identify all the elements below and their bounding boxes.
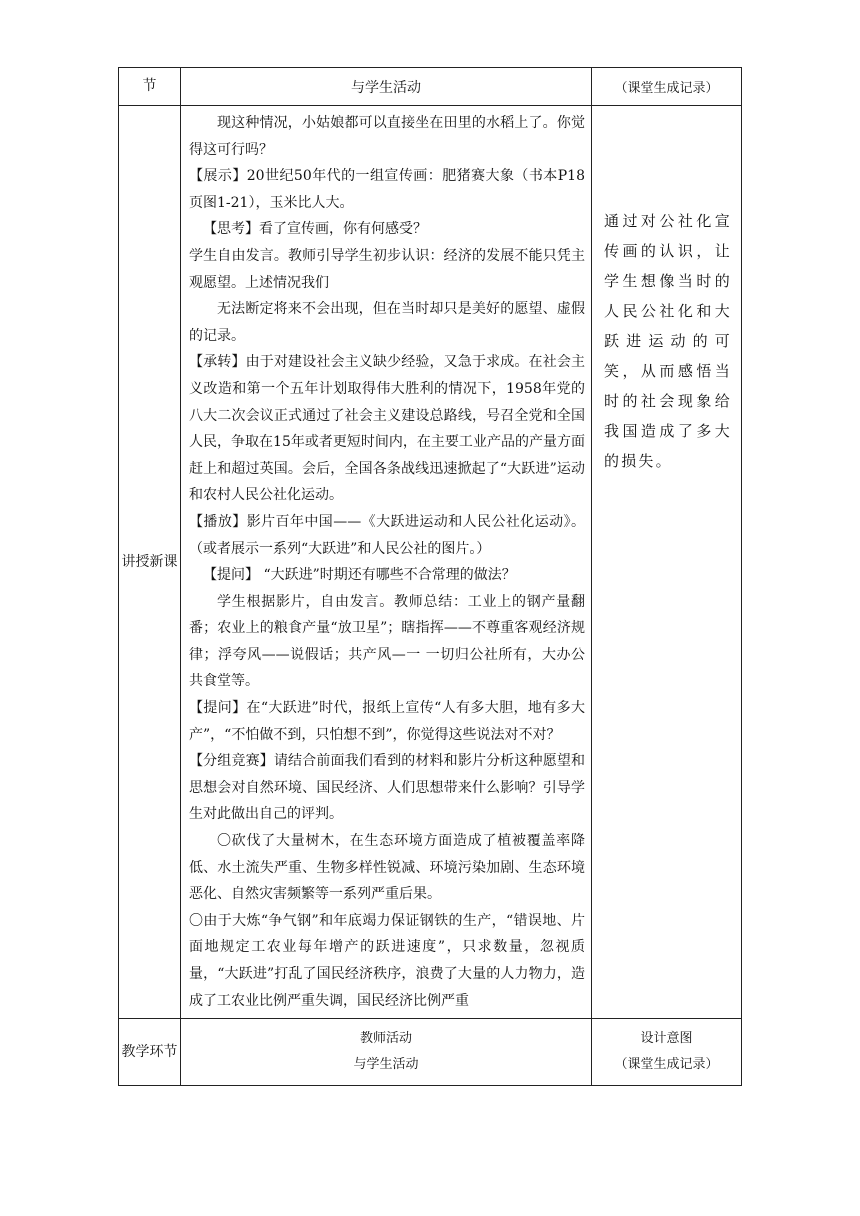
lesson-plan-table <box>118 67 742 1086</box>
record-label: （课堂生成记录） <box>614 1057 719 1072</box>
paragraph: 【提问】在“大跃进”时代，报纸上宣传“人有多大胆，地有多大产”，“不怕做不到，只怕想不到”，你觉得这些说法对不对？ <box>189 700 585 743</box>
paragraph: 〇砍伐了大量树木，在生态环境方面造成了植被覆盖率降低、水土流失严重、生物多样性锐减、环境污染加剧、生态环境恶化、自然灾害频繁等一系列严重后果。 <box>189 833 585 903</box>
design-intent-label: 设计意图 <box>640 1031 693 1046</box>
design-intent-header <box>592 1019 742 1086</box>
paragraph: 学生自由发言。教师引导学生初步认识：经济的发展不能只凭主观愿望。上述情况我们 <box>189 247 585 291</box>
paragraph: 【分组竞赛】请结合前面我们看到的材料和影片分析这种愿望和思想会对自然环境、国民经济、人们思想带来什么影响？引导学生对此做出自己的评判。 <box>189 753 585 823</box>
lesson-content-row <box>119 106 742 1019</box>
paragraph: 无法断定将来不会出现，但在当时却只是美好的愿望、虚假的记录。 <box>189 301 585 344</box>
activity-content <box>181 106 591 1018</box>
record-header-cell: （课堂生成记录） <box>592 68 742 106</box>
header-row-continued <box>119 68 742 106</box>
teacher-activity-header <box>181 1019 592 1086</box>
paragraph: 【播放】影片百年中国——《大跃进运动和人民公社化运动》。（或者展示一系列“大跃进”和人民公社的图片。） <box>189 513 585 557</box>
teaching-section-header: 教学环节 <box>119 1019 181 1086</box>
paragraph: 【承转】由于对建设社会主义缺少经验，又急于求成。在社会主义改造和第一个五年计划取得伟大胜利的情况下，1958年党的八大二次会议正式通过了社会主义建设总路线，号召全党和全国人民，争取在15年或者更短时间内，在主要工业产品的产量方面赶上和超过英国。会后，全国各条战线迅速掀起了“大跃进”运动和农村人民公社化运动。 <box>189 354 585 504</box>
paragraph: 〇由于大炼“争气钢”和年底竭力保证钢铁的生产，“错误地、片面地规定工农业每年增产的跃进速度”，只求数量，忽视质量，“大跃进”打乱了国民经济秩序，浪费了大量的人力物力，造成了工农业比例严重失调，国民经济比例严重 <box>189 912 585 1009</box>
activity-header-cell: 与学生活动 <box>181 68 592 106</box>
paragraph: 现这种情况，小姑娘都可以直接坐在田里的水稻上了。你觉得这可行吗？ <box>189 115 585 158</box>
teacher-activity-line: 教师活动 <box>359 1031 412 1046</box>
next-header-row <box>119 1019 742 1086</box>
section-header-cell: 节 <box>119 68 181 106</box>
paragraph: 【思考】看了宣传画，你有何感受？ <box>203 221 427 238</box>
section-label-cell: 讲授新课 <box>119 106 181 1019</box>
paragraph: 【提问】 “大跃进”时期还有哪些不合常理的做法？ <box>203 567 516 584</box>
design-intent-text: 通过对公社化宣传画的认识，让学生想像当时的人民公社化和大跃进运动的可笑，从而感悟当时的社会现象给我国造成了多大的损失。 <box>604 212 732 470</box>
paragraph: 【展示】20世纪50年代的一组宣传画：肥猪赛大象（书本P18页图1-21），玉米比人大。 <box>189 168 585 211</box>
activity-content-cell <box>181 106 592 1019</box>
design-intent-cell <box>592 106 742 1019</box>
paragraph: 学生根据影片，自由发言。教师总结：工业上的钢产量翻番；农业上的粮食产量“放卫星”；瞎指挥——不尊重客观经济规律；浮夸风——说假话；共产风—一 一切归公社所有，大办公共食堂等。 <box>189 593 585 690</box>
student-activity-line: 与学生活动 <box>353 1057 419 1072</box>
